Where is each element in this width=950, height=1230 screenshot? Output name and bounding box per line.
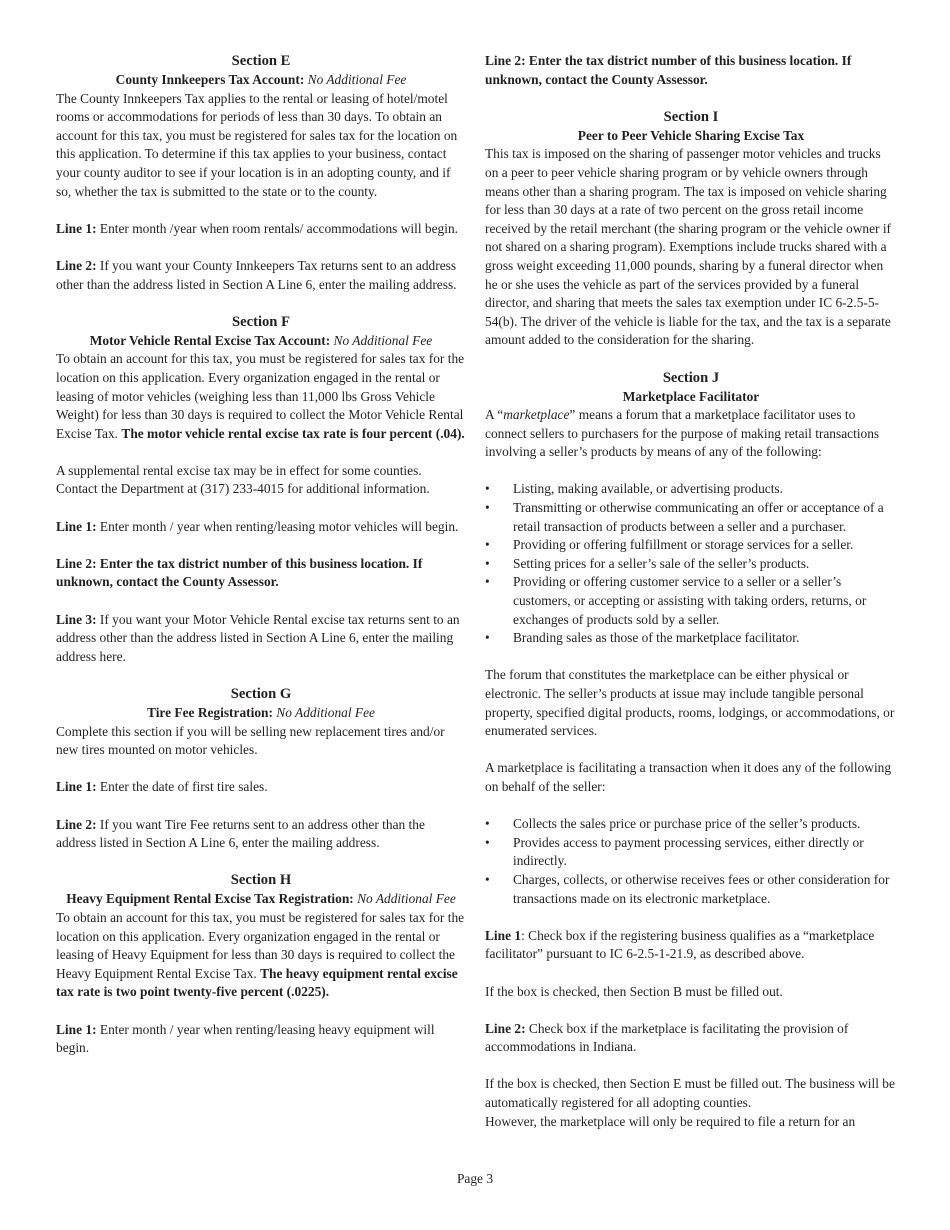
section-h-body: To obtain an account for this tax, you must be registered for sales tax for the location on this application. Every organization engaged in the rental or leasing of Heavy Equipment for less than 30 days is required to collect the Heavy Equipment Rental Excise Tax. The heavy equipment rental excise tax rate is two point twenty-five percent (.0225).: [56, 909, 465, 1000]
section-f-title: Section F: [232, 313, 290, 330]
section-g-body: Complete this section if you will be selling new replacement tires and/or new tires mounted on motor vehicles.: [56, 723, 445, 758]
section-h-line2: Line 2: Enter the tax district number of this business location. If unknown, contact the County Assessor.: [485, 53, 852, 87]
section-e-line1: Line 1: Enter month /year when room rentals/ accommodations will begin.: [56, 220, 459, 236]
section-g-line2: Line 2: If you want Tire Fee returns sent to an address other than the address listed in Section A Line 6, enter the mailing address.: [56, 816, 425, 851]
section-e-line2: Line 2: If you want your County Innkeepers Tax returns sent to an address other than the address listed in Section A Line 6, enter the mailing address.: [56, 257, 457, 292]
section-j-forum: The forum that constitutes the marketplace can be either physical or electronic. The seller’s products at issue may include tangible personal property, specified digital products, rooms, lodgings, or accommodations, or enumerated services.: [485, 667, 895, 739]
right-column: [485, 52, 897, 1131]
section-j-line2: Line 2: Check box if the marketplace is facilitating the provision of accommodations in Indiana.: [485, 1020, 849, 1055]
section-h-line1: Line 1: Enter month / year when renting/leasing heavy equipment will begin.: [56, 1021, 435, 1056]
page-number: Page 3: [456, 1171, 494, 1186]
section-e-subtitle: County Innkeepers Tax Account: No Additional Fee: [115, 72, 407, 87]
list-item: • Charges, collects, or otherwise receives fees or other consideration for transactions made on its electronic marketplace.: [485, 871, 897, 908]
section-i-body: This tax is imposed on the sharing of passenger motor vehicles and trucks on a peer to peer vehicle sharing program or by vehicle owners through means other than a sharing program. The tax is imposed on vehicle sharing for less than 30 days at a rate of two percent on the gross retail income received by the retail merchant (the sharing program or the vehicle owner if not shared on a sharing program). Exemptions include trucks shared with a gross weight exceeding 11,000 pounds, sharing by a funeral director when he or she uses the vehicle as part of the services provided by a funeral director, and sharing that meets the sales tax exemption under IC 6-2.5-5-54(b). The driver of the vehicle is liable for the tax, and the tax is a separate amount added to the consideration for the sharing.: [485, 146, 892, 348]
section-f-body: To obtain an account for this tax, you must be registered for sales tax for the location on this application. Every organization engaged in the rental or leasing of motor vehicles (weighing less than 11,000 lbs Gross Vehicle Weight) for less than 30 days is required to collect the Motor Vehicle Rental Excise Tax. The motor vehicle rental excise tax rate is four percent (.04).: [56, 351, 465, 441]
section-g-title: Section G: [230, 686, 292, 702]
section-j-line2-note-continued: However, the marketplace will only be required to file a return for an: [485, 1113, 856, 1129]
section-f-line2: Line 2: Enter the tax district number of this business location. If unknown, contact the County Assessor.: [56, 555, 423, 590]
section-g-subtitle: Tire Fee Registration: No Additional Fee: [147, 705, 375, 720]
section-j-line1-note: If the box is checked, then Section B must be filled out.: [485, 983, 783, 999]
section-i-subtitle: Peer to Peer Vehicle Sharing Excise Tax: [577, 127, 805, 143]
facilitating-actions-list: [485, 815, 897, 908]
section-f-line1: Line 1: Enter month / year when renting/leasing motor vehicles will begin.: [56, 518, 459, 534]
section-j-subtitle: Marketplace Facilitator: [622, 388, 760, 404]
list-item: • Collects the sales price or purchase price of the seller’s products.: [485, 815, 897, 834]
section-f-line3: Line 3: If you want your Motor Vehicle Rental excise tax returns sent to an address other than the address listed in Section A Line 6, enter the mailing address here.: [56, 611, 460, 664]
section-h-title: Section H: [230, 872, 292, 889]
list-item: • Transmitting or otherwise communicating an offer or acceptance of a retail transaction of products between a seller and a purchaser.: [485, 499, 897, 536]
list-item: • Setting prices for a seller’s sale of the seller’s products.: [485, 555, 897, 574]
marketplace-means-list: [485, 480, 897, 647]
section-j-facilitating: A marketplace is facilitating a transaction when it does any of the following on behalf of the seller:: [485, 760, 892, 794]
section-j-title: Section J: [662, 369, 720, 386]
section-g-line1: Line 1: Enter the date of first tire sales.: [56, 779, 268, 795]
section-i-title: Section I: [663, 108, 719, 125]
section-f-supplemental: A supplemental rental excise tax may be in effect for some counties. Contact the Department at (317) 233-4015 for additional information.: [56, 462, 430, 497]
section-e-body: The County Innkeepers Tax applies to the rental or leasing of hotel/motel rooms or accommodations for periods of less than 30 days. To obtain an account for this tax, you must be registered for sales tax for the location on this application. To determine if this tax applies to your business, contact your county auditor to see if your location is in an adopting county, and if so, whether the tax is submitted to the state or to the county.: [56, 90, 458, 199]
list-item: • Providing or offering customer service to a seller or a seller’s customers, or accepting or assisting with taking orders, returns, or exchanges of products sold by a seller.: [485, 573, 897, 629]
section-f-subtitle: Motor Vehicle Rental Excise Tax Account: No Additional Fee: [89, 332, 433, 348]
section-j-intro: A “marketplace” means a forum that a marketplace facilitator uses to connect sellers to purchasers for the purpose of making retail transactions involving a seller’s products by means of any of the following:: [485, 407, 880, 460]
section-j-line2-note: If the box is checked, then Section E must be filled out. The business will be automatically registered for all adopting counties.: [485, 1076, 895, 1111]
list-item: • Listing, making available, or advertising products.: [485, 480, 897, 499]
section-h-subtitle: Heavy Equipment Rental Excise Tax Registration: No Additional Fee: [66, 891, 456, 907]
section-e-title: Section E: [231, 53, 291, 69]
list-item: • Branding sales as those of the marketplace facilitator.: [485, 629, 897, 648]
list-item: • Providing or offering fulfillment or storage services for a seller.: [485, 536, 897, 555]
list-item: • Provides access to payment processing services, either directly or indirectly.: [485, 834, 897, 871]
left-column: [56, 52, 466, 1058]
section-j-line1: Line 1: Check box if the registering business qualifies as a “marketplace facilitator” pursuant to IC 6-2.5-1-21.9, as described above.: [485, 927, 875, 962]
